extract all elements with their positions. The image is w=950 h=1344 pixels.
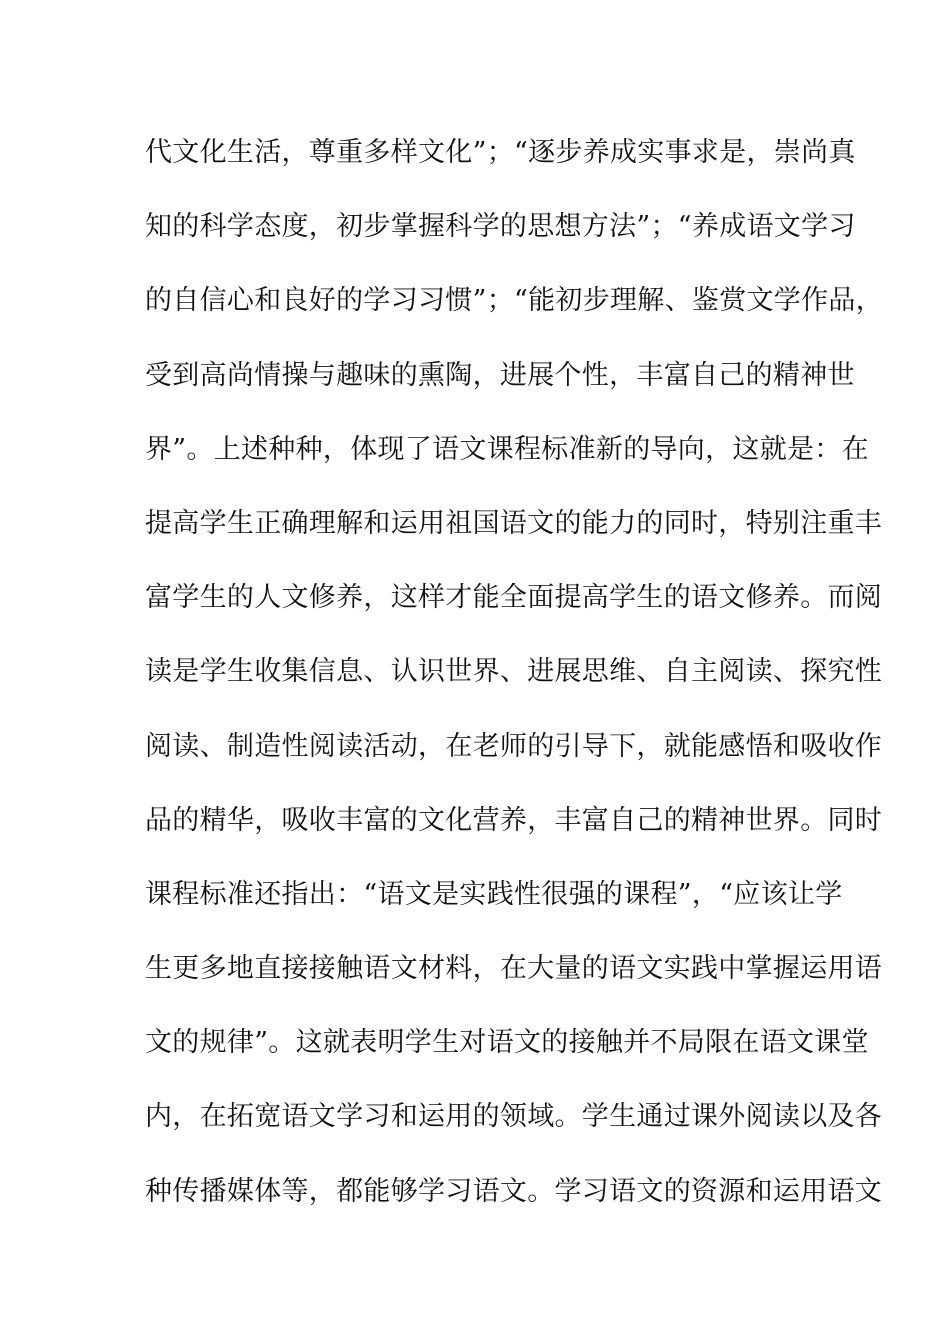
text-line-1: 代文化生活，尊重多样文化”；“逐步养成实事求是，崇尚真 [145, 137, 856, 168]
text-line-15: 种传播媒体等，都能够学习语文。学习语文的资源和运用语文 [145, 1175, 883, 1207]
text-line-8: 读是学生收集信息、认识世界、进展思维、自主阅读、探究性 [145, 656, 883, 688]
text-line-13: 文的规律”。这就表明学生对语文的接触并不局限在语文课堂 [145, 1027, 869, 1059]
text-line-2: 知的科学态度，初步掌握科学的思想方法”；“养成语文学习 [145, 211, 856, 243]
text-line-12: 生更多地直接接触语文材料，在大量的语文实践中掌握运用语 [145, 953, 883, 985]
text-line-10: 品的精华，吸收丰富的文化营养，丰富自己的精神世界。同时 [145, 804, 883, 836]
text-line-9: 阅读、制造性阅读活动，在老师的引导下，就能感悟和吸收作 [145, 730, 883, 762]
text-line-4: 受到高尚情操与趣味的熏陶，进展个性，丰富自己的精神世 [145, 359, 855, 391]
text-line-7: 富学生的人文修养，这样才能全面提高学生的语文修养。而阅 [145, 582, 883, 614]
body-paragraph [145, 128, 884, 1241]
text-line-11: 课程标准还指出：“语文是实践性很强的课程”，“应该让学 [145, 878, 843, 910]
text-line-5: 界”。上述种种，体现了语文课程标准新的导向，这就是：在 [145, 433, 869, 465]
text-line-6: 提高学生正确理解和运用祖国语文的能力的同时，特别注重丰 [145, 507, 883, 539]
text-line-14: 内，在拓宽语文学习和运用的领域。学生通过课外阅读以及各 [145, 1101, 883, 1133]
text-line-3: 的自信心和良好的学习习惯”；“能初步理解、鉴赏文学作品， [145, 285, 884, 317]
